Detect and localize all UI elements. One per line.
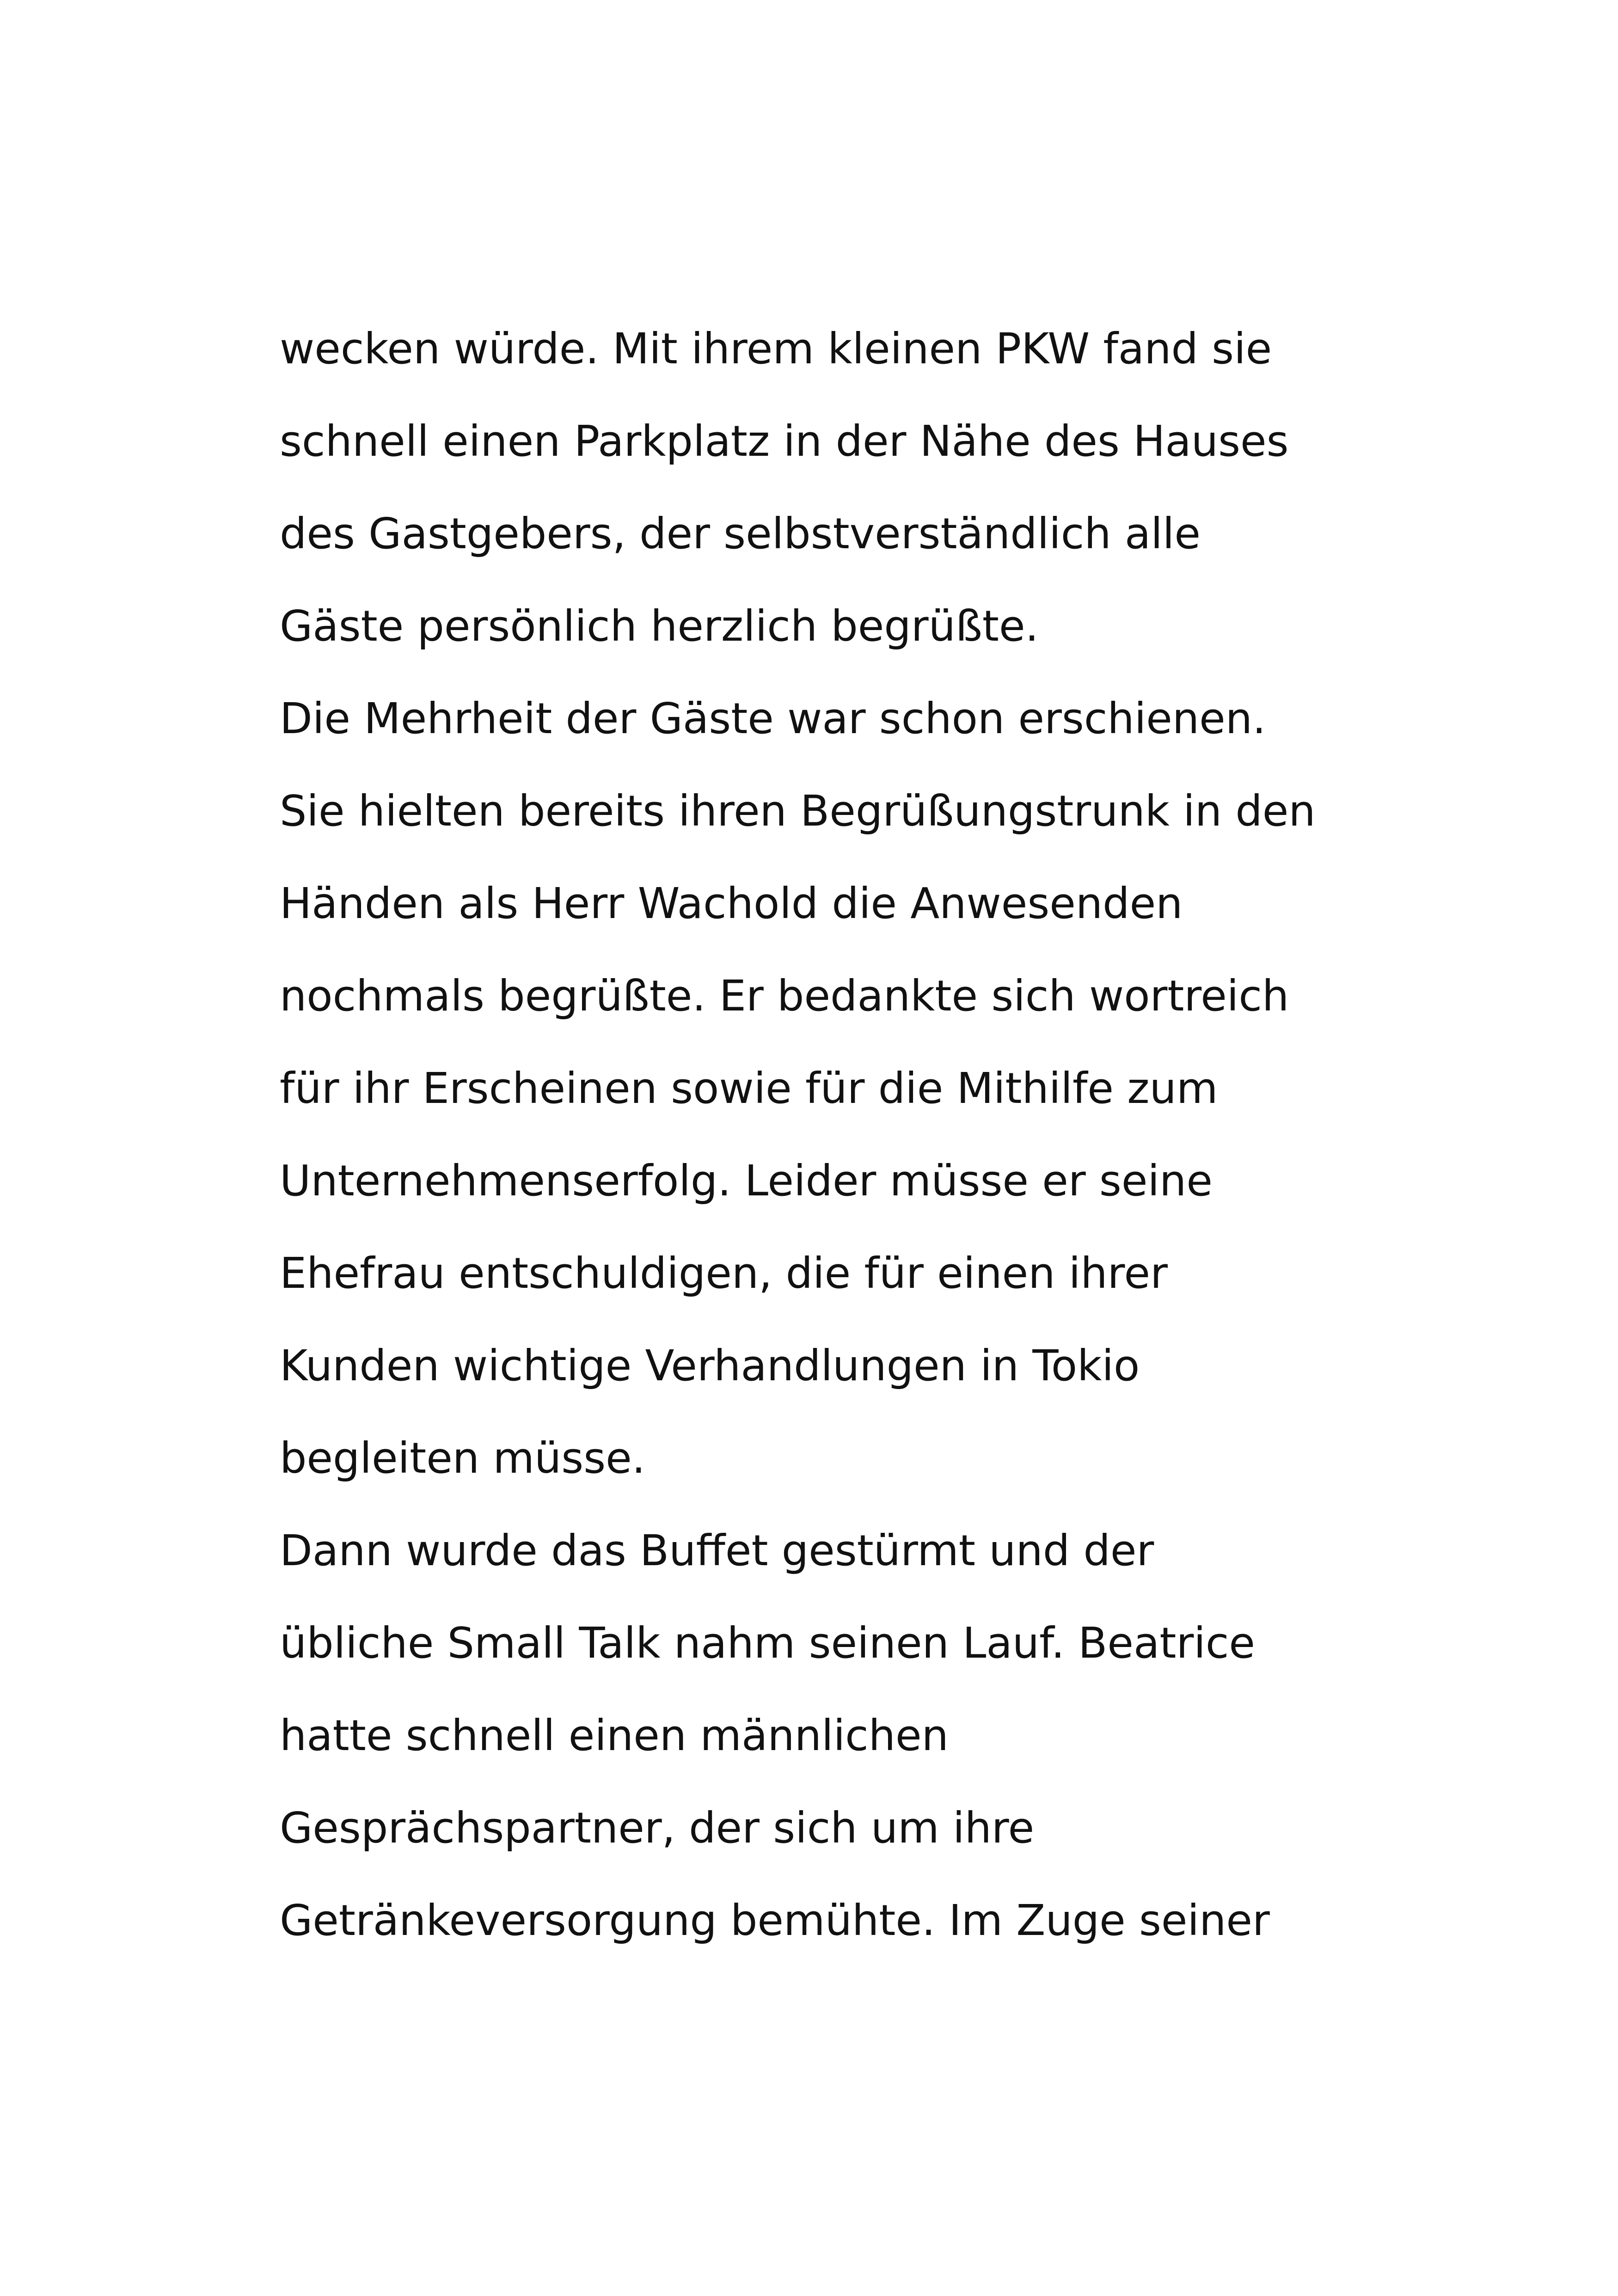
text-line: des Gastgebers, der selbstverständlich alle [280, 509, 1201, 558]
text-line: Getränkeversorgung bemühte. Im Zuge seiner [280, 1896, 1270, 1945]
text-line: wecken würde. Mit ihrem kleinen PKW fand sie [280, 324, 1272, 373]
body-text [280, 319, 1389, 1983]
text-line: übliche Small Talk nahm seinen Lauf. Beatrice [280, 1618, 1256, 1668]
text-line: Kunden wichtige Verhandlungen in Tokio [280, 1341, 1140, 1390]
text-line: Gäste persönlich herzlich begrüßte. [280, 601, 1039, 651]
text-line: begleiten müsse. [280, 1433, 645, 1483]
text-line: Gesprächspartner, der sich um ihre [280, 1803, 1035, 1853]
text-line: Ehefrau entschuldigen, die für einen ihrer [280, 1249, 1168, 1298]
text-line: hatte schnell einen männlichen [280, 1711, 949, 1760]
text-line: Dann wurde das Buffet gestürmt und der [280, 1526, 1154, 1575]
text-line: Händen als Herr Wachold die Anwesenden [280, 879, 1183, 928]
text-line: Die Mehrheit der Gäste war schon erschienen. [280, 694, 1266, 743]
text-line: Sie hielten bereits ihren Begrüßungstrunk in den [280, 786, 1316, 836]
text-line: Unternehmenserfolg. Leider müsse er seine [280, 1156, 1213, 1206]
text-line: nochmals begrüßte. Er bedankte sich wortreich [280, 971, 1289, 1021]
text-line: für ihr Erscheinen sowie für die Mithilfe zum [280, 1064, 1218, 1113]
text-line: schnell einen Parkplatz in der Nähe des Hauses [280, 416, 1289, 466]
